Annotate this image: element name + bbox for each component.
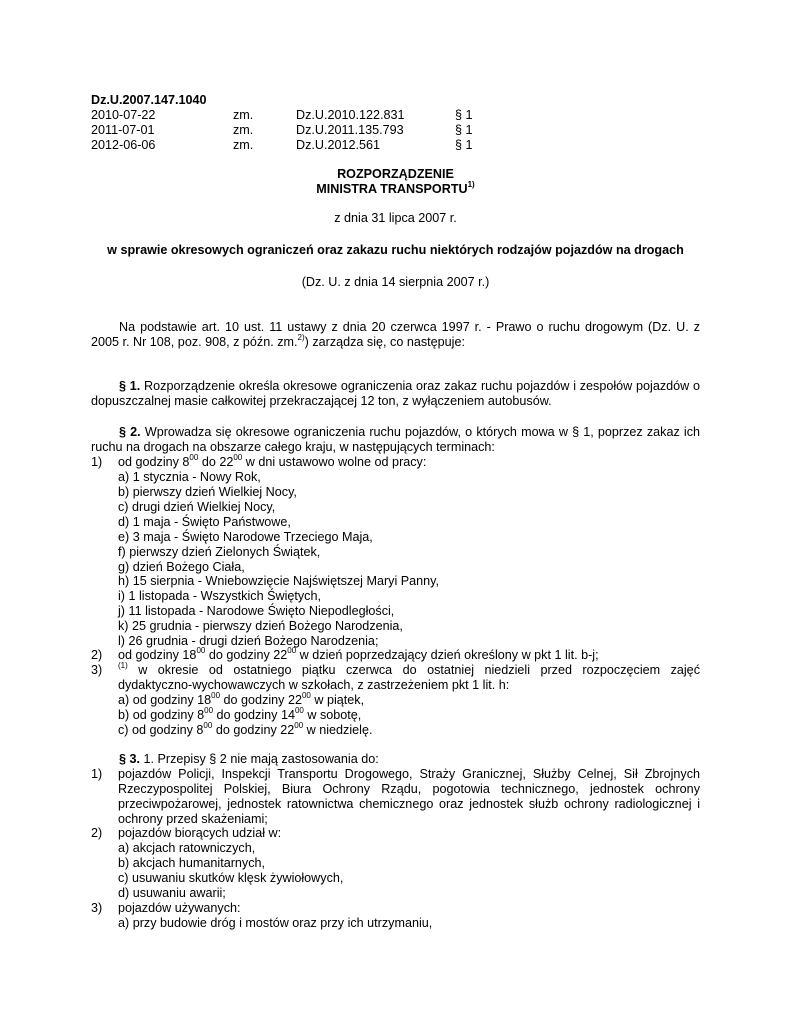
publication-ref: (Dz. U. z dnia 14 sierpnia 2007 r.) <box>301 275 490 289</box>
list-item: l) 26 grudnia - drugi dzień Bożego Narodzenia; <box>118 634 379 648</box>
change-type: zm. <box>233 123 254 137</box>
list-item: e) 3 maja - Święto Narodowe Trzeciego Maja, <box>118 530 373 544</box>
section-3-point-2: pojazdów biorących udział w: <box>118 826 282 840</box>
point-number: 2) <box>91 826 103 840</box>
list-item: a) akcjach ratowniczych, <box>118 841 256 855</box>
list-item: c) od godziny $8^{00}$ do godziny $22^{00}$ w niedzielę. <box>118 720 373 737</box>
list-item: g) dzień Bożego Ciała, <box>118 560 245 574</box>
list-item: i) 1 listopada - Wszystkich Świętych, <box>118 589 321 603</box>
point-number: 2) <box>91 648 103 662</box>
section-2-point-1: od godziny $8^{00}$ do $22^{00}$ w dni ustawowo wolne od pracy: <box>118 452 427 469</box>
point-number: 1) <box>91 455 103 469</box>
list-item: b) pierwszy dzień Wielkiej Nocy, <box>118 485 297 499</box>
point-number: 3) <box>91 901 103 915</box>
section-3-point-1: pojazdów Policji, Inspekcji Transportu Drogowego, Straży Granicznej, Służby Celnej, Sił Zbrojnych Rzeczypospolitej Polskiej, Biura Ochrony Rządu, pogotowia technicznego, jednostek ochrony przeciwpożarowej, jednostek ratownictwa chemicznego oraz jednostek służb ochrony radiologicznej i ochrony przed skażeniami; <box>118 767 700 826</box>
section-2-point-3-cont: dydaktyczno-wychowawczych w szkołach, z zastrzeżeniem pkt 1 lit. h: <box>118 678 510 692</box>
section-3-point-3: pojazdów używanych: <box>118 901 241 915</box>
act-subject: w sprawie okresowych ograniczeń oraz zakazu ruchu niektórych rodzajów pojazdów na drogach <box>107 243 684 257</box>
point-number: 1) <box>91 767 103 781</box>
list-item: c) usuwaniu skutków klęsk żywiołowych, <box>118 871 344 885</box>
list-item: b) akcjach humanitarnych, <box>118 856 266 870</box>
list-item: b) od godziny $8^{00}$ do godziny $14^{00}$ w sobotę, <box>118 705 362 722</box>
section-1: § 1. Rozporządzenie określa okresowe ograniczenia oraz zakaz ruchu pojazdów i zespołów pojazdów o dopuszczalnej masie całkowitej przekraczającej 12 ton, z wyłączeniem autobusów. <box>91 379 700 408</box>
list-item: d) 1 maja - Święto Państwowe, <box>118 515 291 529</box>
section-label: § 3. <box>119 752 141 766</box>
change-type: zm. <box>233 108 254 122</box>
list-item: f) pierwszy dzień Zielonych Świątek, <box>118 545 321 559</box>
title-line-2: MINISTRA TRANSPORTU$^{1)}$ <box>316 179 475 196</box>
list-item: a) przy budowie dróg i mostów oraz przy ich utrzymaniu, <box>118 916 433 930</box>
preamble: Na podstawie art. 10 ust. 11 ustawy z dnia 20 czerwca 1997 r. - Prawo o ruchu drogowym (Dz. U. z 2005 r. Nr 108, poz. 908, z późn. zm.$^{2)}$) zarządza się, co następuje: <box>91 320 700 349</box>
list-item: k) 25 grudnia - pierwszy dzień Bożego Narodzenia, <box>118 619 403 633</box>
change-date: 2011-07-01 <box>91 123 155 137</box>
change-ref: Dz.U.2011.135.793 <box>296 123 404 137</box>
section-label: § 1. <box>119 379 141 393</box>
change-date: 2010-07-22 <box>91 108 156 122</box>
section-2-point-2: od godziny $18^{00}$ do godziny $22^{00}$ w dzień poprzedzający dzień określony w pkt 1 lit. b-j; <box>118 645 599 662</box>
list-item: c) drugi dzień Wielkiej Nocy, <box>118 500 276 514</box>
change-section: § 1 <box>455 138 473 152</box>
footnote-mark: 2) <box>297 332 305 342</box>
point-number: 3) <box>91 663 103 677</box>
section-label: § 2. <box>119 425 141 439</box>
title-line-1: ROZPORZĄDZENIE <box>337 167 454 181</box>
section-3-intro: § 3. 1. Przepisy § 2 nie mają zastosowania do: <box>119 752 379 766</box>
footnote-mark: 1) <box>467 179 475 189</box>
list-item: j) 11 listopada - Narodowe Święto Niepodległości, <box>118 604 395 618</box>
amendment-mark: (1) <box>118 660 128 670</box>
list-item: a) 1 stycznia - Nowy Rok, <box>118 470 261 484</box>
list-item: d) usuwaniu awarii; <box>118 886 226 900</box>
change-date: 2012-06-06 <box>91 138 156 152</box>
document-id: Dz.U.2007.147.1040 <box>91 93 207 107</box>
section-2-point-3: $^{(1)}$ w okresie od ostatniego piątku czerwca do ostatniej niedzieli przed rozpoczęciem zajęć <box>118 660 700 677</box>
act-date: z dnia 31 lipca 2007 r. <box>334 211 457 225</box>
list-item: h) 15 sierpnia - Wniebowzięcie Najświętszej Maryi Panny, <box>118 574 440 588</box>
change-ref: Dz.U.2012.561 <box>296 138 381 152</box>
change-section: § 1 <box>455 123 473 137</box>
change-type: zm. <box>233 138 254 152</box>
change-ref: Dz.U.2010.122.831 <box>296 108 405 122</box>
section-2-intro: § 2. Wprowadza się okresowe ograniczenia ruchu pojazdów, o których mowa w § 1, poprzez zakaz ich ruchu na drogach na obszarze całego kraju, w następujących terminach: <box>91 425 700 454</box>
list-item: a) od godziny $18^{00}$ do godziny $22^{00}$ w piątek, <box>118 690 365 707</box>
change-section: § 1 <box>455 108 473 122</box>
